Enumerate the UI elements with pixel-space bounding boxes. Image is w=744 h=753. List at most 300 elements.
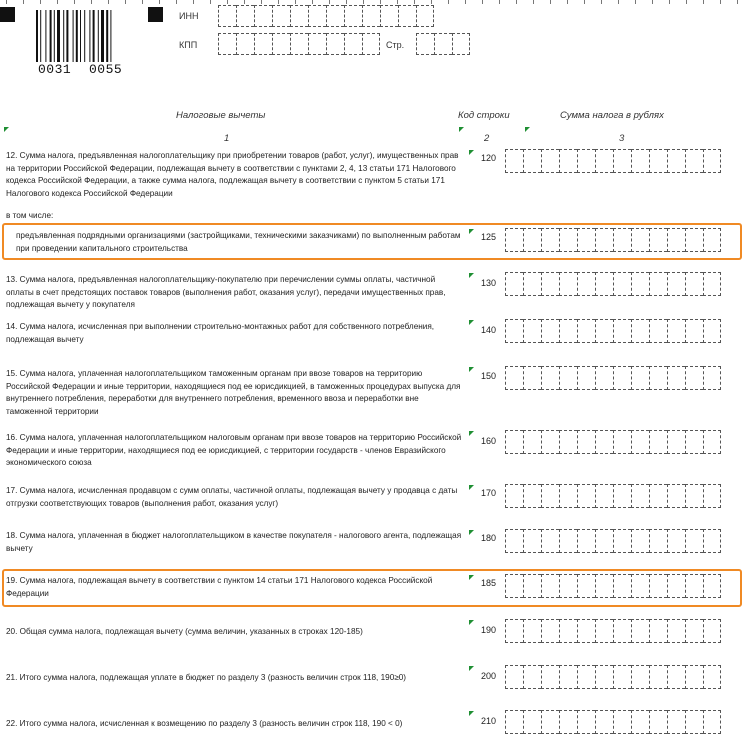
amount-digit-cell[interactable] (523, 529, 541, 553)
amount-digit-cell[interactable] (613, 619, 631, 643)
col2-title: Код строки (458, 110, 510, 121)
row-text-190: 20. Общая сумма налога, подлежащая вычету (сумма величин, указанных в строках 120-185) (6, 627, 363, 636)
amount-digit-cell[interactable] (613, 574, 631, 598)
digit-cell[interactable] (236, 5, 254, 27)
amount-field-125[interactable] (505, 228, 721, 252)
strip-tick (125, 0, 126, 4)
kpp-label: КПП (179, 40, 198, 50)
digit-cell[interactable] (380, 5, 398, 27)
amount-digit-cell[interactable] (559, 319, 577, 343)
strip-tick (380, 0, 381, 4)
strip-tick (142, 0, 143, 4)
amount-digit-cell[interactable] (505, 366, 523, 390)
strip-tick (210, 0, 211, 4)
amount-digit-cell[interactable] (631, 710, 649, 734)
col3-number: 3 (619, 133, 625, 144)
amount-digit-cell[interactable] (685, 574, 703, 598)
amount-digit-cell[interactable] (523, 366, 541, 390)
strip-tick (193, 0, 194, 4)
digit-cell[interactable] (272, 5, 290, 27)
amount-digit-cell[interactable] (649, 430, 667, 454)
amount-digit-cell[interactable] (523, 228, 541, 252)
row-text-130: 13. Сумма налога, предъявленная налогоплательщику-покупателю при перечислении суммы оплаты, частичной оплаты в счет предстоящих поставок товаров (выполнения работ, оказания услуг), передачи имущественных прав, подлежащая вычету у покупателя (6, 275, 446, 309)
strip-tick (737, 0, 738, 4)
strip-tick (74, 0, 75, 4)
corner-marker-left (0, 7, 15, 22)
amount-digit-cell[interactable] (631, 366, 649, 390)
amount-digit-cell[interactable] (703, 665, 721, 689)
amount-digit-cell[interactable] (631, 484, 649, 508)
barcode-bar (110, 10, 111, 62)
amount-digit-cell[interactable] (685, 665, 703, 689)
amount-digit-cell[interactable] (667, 665, 685, 689)
digit-cell[interactable] (308, 5, 326, 27)
amount-field-190[interactable] (505, 619, 721, 643)
amount-digit-cell[interactable] (667, 319, 685, 343)
strip-tick (346, 0, 347, 4)
amount-digit-cell[interactable] (667, 574, 685, 598)
amount-digit-cell[interactable] (613, 272, 631, 296)
amount-digit-cell[interactable] (505, 319, 523, 343)
strip-tick (108, 0, 109, 4)
amount-digit-cell[interactable] (685, 366, 703, 390)
amount-digit-cell[interactable] (649, 149, 667, 173)
amount-digit-cell[interactable] (505, 228, 523, 252)
strip-tick (23, 0, 24, 4)
marker-triangle (469, 150, 474, 155)
digit-cell[interactable] (398, 5, 416, 27)
amount-field-210[interactable] (505, 710, 721, 734)
digit-cell[interactable] (344, 33, 362, 55)
amount-digit-cell[interactable] (667, 149, 685, 173)
barcode-bar (57, 10, 60, 62)
row-text-140: 14. Сумма налога, исчисленная при выполнении строительно-монтажных работ для собственного потребления, подлежащая вычету (6, 322, 435, 344)
barcode-bar (45, 10, 46, 62)
amount-digit-cell[interactable] (703, 228, 721, 252)
amount-digit-cell[interactable] (631, 319, 649, 343)
strip-tick (584, 0, 585, 4)
col3-title: Сумма налога в рублях (560, 110, 664, 121)
digit-cell[interactable] (308, 33, 326, 55)
amount-digit-cell[interactable] (613, 149, 631, 173)
amount-digit-cell[interactable] (667, 228, 685, 252)
page-field[interactable] (416, 33, 470, 55)
digit-cell[interactable] (272, 33, 290, 55)
row-code-190: 190 (481, 625, 497, 635)
amount-digit-cell[interactable] (667, 366, 685, 390)
strip-tick (6, 0, 7, 4)
amount-digit-cell[interactable] (595, 619, 613, 643)
amount-digit-cell[interactable] (649, 366, 667, 390)
strip-tick (414, 0, 415, 4)
strip-tick (363, 0, 364, 4)
strip-tick (686, 0, 687, 4)
amount-digit-cell[interactable] (559, 228, 577, 252)
amount-digit-cell[interactable] (685, 319, 703, 343)
marker-triangle (469, 320, 474, 325)
amount-digit-cell[interactable] (613, 366, 631, 390)
amount-digit-cell[interactable] (595, 710, 613, 734)
amount-digit-cell[interactable] (685, 710, 703, 734)
amount-digit-cell[interactable] (577, 529, 595, 553)
marker-triangle (469, 620, 474, 625)
row-text-200: 21. Итого сумма налога, подлежащая уплате в бюджет по разделу 3 (разность величин строк 118, 190≥0) (6, 673, 407, 682)
amount-digit-cell[interactable] (667, 529, 685, 553)
amount-digit-cell[interactable] (505, 665, 523, 689)
marker-triangle (469, 367, 474, 372)
row-text-160: 16. Сумма налога, уплаченная налогоплательщиком налоговым органам при ввозе товаров на территорию Российской Федерации и иные территории, находящиеся под ее юрисдикцией, с территории государств - членов Евразийского экономического союза (6, 433, 462, 467)
amount-digit-cell[interactable] (559, 710, 577, 734)
digit-cell[interactable] (362, 5, 380, 27)
col1-title: Налоговые вычеты (176, 110, 266, 121)
strip-tick (669, 0, 670, 4)
amount-digit-cell[interactable] (541, 228, 559, 252)
amount-digit-cell[interactable] (505, 710, 523, 734)
amount-digit-cell[interactable] (649, 484, 667, 508)
amount-digit-cell[interactable] (577, 366, 595, 390)
barcode-number-2: 0055 (89, 62, 123, 77)
barcode-bar (80, 10, 81, 62)
barcode-bar (106, 10, 108, 62)
amount-digit-cell[interactable] (577, 484, 595, 508)
strip-tick (499, 0, 500, 4)
amount-digit-cell[interactable] (505, 529, 523, 553)
amount-digit-cell[interactable] (523, 484, 541, 508)
barcode-bar (63, 10, 64, 62)
amount-digit-cell[interactable] (577, 228, 595, 252)
amount-digit-cell[interactable] (685, 529, 703, 553)
row-code-180: 180 (481, 533, 497, 543)
row-code-170: 170 (481, 488, 497, 498)
amount-digit-cell[interactable] (649, 228, 667, 252)
amount-digit-cell[interactable] (541, 619, 559, 643)
amount-digit-cell[interactable] (595, 319, 613, 343)
strip-tick (465, 0, 466, 4)
amount-digit-cell[interactable] (505, 574, 523, 598)
amount-field-150[interactable] (505, 366, 721, 390)
amount-digit-cell[interactable] (631, 665, 649, 689)
amount-digit-cell[interactable] (631, 149, 649, 173)
amount-field-185[interactable] (505, 574, 721, 598)
strip-tick (567, 0, 568, 4)
strip-tick (295, 0, 296, 4)
barcode-bar (84, 10, 85, 62)
amount-digit-cell[interactable] (703, 710, 721, 734)
amount-field-170[interactable] (505, 484, 721, 508)
amount-digit-cell[interactable] (613, 529, 631, 553)
amount-digit-cell[interactable] (595, 228, 613, 252)
strip-tick (278, 0, 279, 4)
marker-triangle (469, 575, 474, 580)
amount-digit-cell[interactable] (613, 430, 631, 454)
strip-tick (448, 0, 449, 4)
amount-digit-cell[interactable] (541, 665, 559, 689)
strip-tick (533, 0, 534, 4)
strip-tick (618, 0, 619, 4)
barcode-bar (93, 10, 95, 62)
amount-digit-cell[interactable] (595, 484, 613, 508)
strip-tick (159, 0, 160, 4)
barcode-bar (89, 10, 90, 62)
barcode-bar (54, 10, 55, 62)
kpp-field[interactable] (218, 33, 380, 55)
amount-digit-cell[interactable] (613, 710, 631, 734)
amount-digit-cell[interactable] (631, 529, 649, 553)
amount-digit-cell[interactable] (685, 430, 703, 454)
in-that-number-label: в том числе: (6, 211, 54, 220)
amount-digit-cell[interactable] (703, 272, 721, 296)
amount-digit-cell[interactable] (505, 149, 523, 173)
amount-digit-cell[interactable] (613, 319, 631, 343)
amount-digit-cell[interactable] (703, 319, 721, 343)
digit-cell[interactable] (344, 5, 362, 27)
amount-digit-cell[interactable] (685, 272, 703, 296)
amount-digit-cell[interactable] (667, 484, 685, 508)
amount-digit-cell[interactable] (685, 619, 703, 643)
amount-digit-cell[interactable] (613, 665, 631, 689)
marker-triangle (469, 273, 474, 278)
amount-digit-cell[interactable] (541, 529, 559, 553)
amount-digit-cell[interactable] (649, 574, 667, 598)
amount-digit-cell[interactable] (649, 272, 667, 296)
barcode-bar (101, 10, 104, 62)
amount-digit-cell[interactable] (505, 430, 523, 454)
amount-digit-cell[interactable] (703, 149, 721, 173)
amount-field-180[interactable] (505, 529, 721, 553)
row-code-120: 120 (481, 153, 497, 163)
marker-triangle (459, 127, 464, 132)
amount-digit-cell[interactable] (505, 619, 523, 643)
strip-tick (703, 0, 704, 4)
amount-digit-cell[interactable] (595, 272, 613, 296)
row-text-125: предъявленная подрядными организациями (застройщиками, техническими заказчиками) по выполненным работам при проведении капитального строительства (16, 231, 461, 253)
strip-tick (601, 0, 602, 4)
amount-digit-cell[interactable] (523, 665, 541, 689)
barcode-icon (36, 10, 128, 62)
amount-digit-cell[interactable] (559, 272, 577, 296)
strip-tick (176, 0, 177, 4)
amount-digit-cell[interactable] (649, 619, 667, 643)
strip-tick (720, 0, 721, 4)
amount-digit-cell[interactable] (703, 366, 721, 390)
digit-cell[interactable] (254, 5, 272, 27)
amount-digit-cell[interactable] (523, 319, 541, 343)
row-code-210: 210 (481, 716, 497, 726)
row-text-180: 18. Сумма налога, уплаченная в бюджет налогоплательщиком в качестве покупателя - налогового агента, подлежащая вычету (6, 531, 462, 553)
amount-digit-cell[interactable] (559, 484, 577, 508)
amount-digit-cell[interactable] (559, 529, 577, 553)
row-code-150: 150 (481, 371, 497, 381)
row-text-120: 12. Сумма налога, предъявленная налогоплательщику при приобретении товаров (работ, услуг), имущественных прав на территории Российской Федерации, подлежащая вычету в соответствии с пунктами 2, 4, 13 статьи 171 Налогового кодекса Российской Федерации, а также сумма налога, подлежащая вычету в соответствии с пунктом 5 статьи 171 Налогового кодекса Российской Федерации (6, 151, 459, 198)
amount-digit-cell[interactable] (577, 272, 595, 296)
amount-digit-cell[interactable] (541, 430, 559, 454)
strip-tick (431, 0, 432, 4)
amount-digit-cell[interactable] (559, 665, 577, 689)
amount-digit-cell[interactable] (577, 710, 595, 734)
amount-digit-cell[interactable] (595, 430, 613, 454)
row-text-170: 17. Сумма налога, исчисленная продавцом с сумм оплаты, частичной оплаты, подлежащая вычету у продавца с даты отгрузки соответствующих товаров (выполнения работ, оказания услуг) (6, 486, 458, 508)
strip-tick (516, 0, 517, 4)
amount-digit-cell[interactable] (649, 319, 667, 343)
barcode-bar (98, 10, 99, 62)
strip-tick (329, 0, 330, 4)
amount-digit-cell[interactable] (685, 149, 703, 173)
strip-tick (482, 0, 483, 4)
amount-digit-cell[interactable] (613, 484, 631, 508)
digit-cell[interactable] (416, 5, 434, 27)
amount-digit-cell[interactable] (631, 228, 649, 252)
top-form-strip (0, 0, 744, 4)
amount-digit-cell[interactable] (541, 366, 559, 390)
digit-cell[interactable] (416, 33, 434, 55)
amount-digit-cell[interactable] (577, 574, 595, 598)
amount-digit-cell[interactable] (577, 319, 595, 343)
row-code-185: 185 (481, 578, 497, 588)
inn-label: ИНН (179, 11, 199, 21)
strip-tick (40, 0, 41, 4)
amount-digit-cell[interactable] (685, 484, 703, 508)
amount-digit-cell[interactable] (559, 574, 577, 598)
amount-field-160[interactable] (505, 430, 721, 454)
amount-digit-cell[interactable] (649, 710, 667, 734)
amount-digit-cell[interactable] (703, 430, 721, 454)
amount-digit-cell[interactable] (523, 710, 541, 734)
digit-cell[interactable] (218, 33, 236, 55)
amount-digit-cell[interactable] (541, 710, 559, 734)
amount-digit-cell[interactable] (703, 574, 721, 598)
amount-digit-cell[interactable] (613, 228, 631, 252)
amount-digit-cell[interactable] (631, 430, 649, 454)
barcode-bar (73, 10, 74, 62)
marker-triangle (469, 711, 474, 716)
amount-digit-cell[interactable] (577, 665, 595, 689)
amount-digit-cell[interactable] (559, 619, 577, 643)
amount-digit-cell[interactable] (505, 272, 523, 296)
amount-digit-cell[interactable] (523, 619, 541, 643)
marker-triangle (469, 666, 474, 671)
strip-tick (635, 0, 636, 4)
digit-cell[interactable] (218, 5, 236, 27)
col1-number: 1 (224, 133, 230, 144)
strip-tick (57, 0, 58, 4)
row-code-130: 130 (481, 278, 497, 288)
digit-cell[interactable] (362, 33, 380, 55)
amount-digit-cell[interactable] (703, 484, 721, 508)
row-code-200: 200 (481, 671, 497, 681)
amount-field-200[interactable] (505, 665, 721, 689)
amount-field-140[interactable] (505, 319, 721, 343)
strip-tick (227, 0, 228, 4)
amount-digit-cell[interactable] (577, 619, 595, 643)
barcode-bar (66, 10, 68, 62)
barcode-bar (36, 10, 38, 62)
strip-tick (91, 0, 92, 4)
amount-digit-cell[interactable] (667, 710, 685, 734)
digit-cell[interactable] (326, 33, 344, 55)
amount-digit-cell[interactable] (577, 149, 595, 173)
marker-triangle (469, 485, 474, 490)
amount-digit-cell[interactable] (649, 529, 667, 553)
strip-tick (244, 0, 245, 4)
barcode-bar (40, 10, 41, 62)
barcode-bar (76, 10, 78, 62)
amount-digit-cell[interactable] (667, 619, 685, 643)
row-code-140: 140 (481, 325, 497, 335)
page-label: Стр. (386, 40, 405, 50)
amount-digit-cell[interactable] (631, 619, 649, 643)
amount-digit-cell[interactable] (595, 529, 613, 553)
inn-field[interactable] (218, 5, 434, 27)
amount-field-120[interactable] (505, 149, 721, 173)
amount-digit-cell[interactable] (559, 366, 577, 390)
digit-cell[interactable] (290, 5, 308, 27)
amount-digit-cell[interactable] (631, 574, 649, 598)
amount-digit-cell[interactable] (541, 319, 559, 343)
amount-digit-cell[interactable] (685, 228, 703, 252)
marker-triangle (525, 127, 530, 132)
row-text-185: 19. Сумма налога, подлежащая вычету в соответствии с пунктом 14 статьи 171 Налогового кодекса Российской Федерации (6, 576, 433, 598)
digit-cell[interactable] (434, 33, 452, 55)
row-code-125: 125 (481, 232, 497, 242)
amount-digit-cell[interactable] (523, 574, 541, 598)
amount-digit-cell[interactable] (559, 149, 577, 173)
strip-tick (652, 0, 653, 4)
amount-digit-cell[interactable] (541, 149, 559, 173)
marker-triangle (469, 431, 474, 436)
amount-digit-cell[interactable] (559, 430, 577, 454)
row-text-150: 15. Сумма налога, уплаченная налогоплательщиком таможенным органам при ввозе товаров на территорию Российской Федерации и иные территории, находящиеся под ее юрисдикцией, в таможенных процедурах выпуска для внутреннего потребления, переработки для внутреннего потребления, временного ввоза и переработки вне таможенной территории (6, 369, 461, 416)
amount-digit-cell[interactable] (703, 619, 721, 643)
amount-digit-cell[interactable] (541, 272, 559, 296)
row-code-160: 160 (481, 436, 497, 446)
digit-cell[interactable] (452, 33, 470, 55)
marker-triangle (469, 530, 474, 535)
amount-digit-cell[interactable] (541, 484, 559, 508)
marker-triangle (4, 127, 9, 132)
digit-cell[interactable] (290, 33, 308, 55)
amount-digit-cell[interactable] (523, 272, 541, 296)
amount-digit-cell[interactable] (523, 430, 541, 454)
strip-tick (261, 0, 262, 4)
amount-digit-cell[interactable] (505, 484, 523, 508)
digit-cell[interactable] (254, 33, 272, 55)
marker-triangle (469, 229, 474, 234)
amount-digit-cell[interactable] (667, 272, 685, 296)
digit-cell[interactable] (326, 5, 344, 27)
amount-digit-cell[interactable] (595, 665, 613, 689)
amount-digit-cell[interactable] (595, 574, 613, 598)
amount-digit-cell[interactable] (595, 366, 613, 390)
amount-digit-cell[interactable] (703, 529, 721, 553)
amount-digit-cell[interactable] (541, 574, 559, 598)
strip-tick (550, 0, 551, 4)
strip-tick (397, 0, 398, 4)
col2-number: 2 (484, 133, 490, 144)
barcode-bar (50, 10, 52, 62)
amount-digit-cell[interactable] (649, 665, 667, 689)
amount-digit-cell[interactable] (631, 272, 649, 296)
amount-digit-cell[interactable] (523, 149, 541, 173)
amount-digit-cell[interactable] (667, 430, 685, 454)
barcode-number-1: 0031 (38, 62, 72, 77)
digit-cell[interactable] (236, 33, 254, 55)
strip-tick (312, 0, 313, 4)
row-text-210: 22. Итого сумма налога, исчисленная к возмещению по разделу 3 (разность величин строк 118, 190 < 0) (6, 719, 403, 728)
amount-digit-cell[interactable] (577, 430, 595, 454)
amount-digit-cell[interactable] (595, 149, 613, 173)
corner-marker-right (148, 7, 163, 22)
amount-field-130[interactable] (505, 272, 721, 296)
